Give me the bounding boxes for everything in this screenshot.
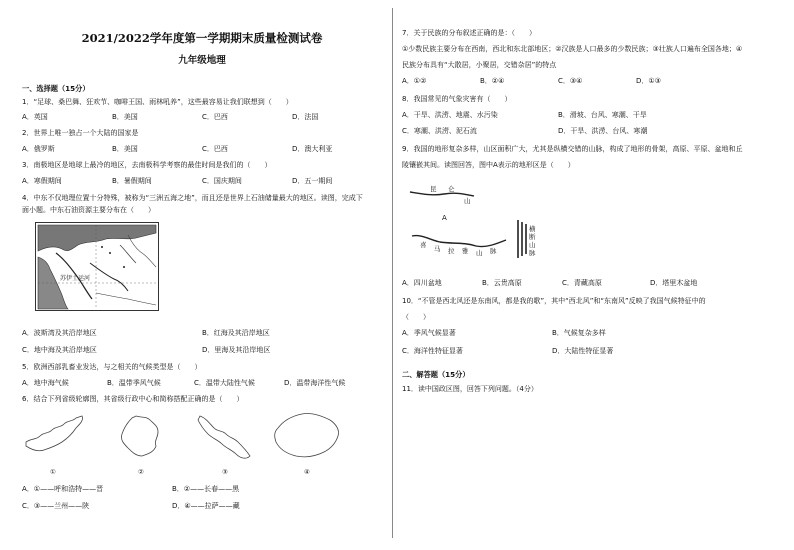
terrain-label-mai2: 脉	[529, 249, 536, 257]
terrain-label-a: A	[442, 214, 447, 222]
q10-option-a[interactable]: A．季风气候显著	[402, 329, 456, 337]
q4-option-a[interactable]: A．波斯湾及其沿岸地区	[22, 329, 97, 337]
q10-option-d[interactable]: D．大陆性特征显著	[552, 347, 614, 355]
terrain-label-lun: 仑	[448, 185, 455, 193]
q3-option-b[interactable]: B．暑假期间	[112, 177, 152, 185]
q9-option-c[interactable]: C．青藏高原	[562, 279, 602, 287]
middle-east-map-drawing	[36, 223, 158, 310]
q7-option-b[interactable]: B．②④	[480, 77, 505, 85]
q4-option-d[interactable]: D．里海及其沿岸地区	[202, 346, 271, 354]
column-divider	[392, 8, 393, 538]
q8-option-a[interactable]: A．干旱、洪涝、地震、水污染	[402, 111, 498, 119]
q4-option-b[interactable]: B．红海及其沿岸地区	[202, 329, 270, 337]
q4-option-c[interactable]: C．地中海及其沿岸地区	[22, 346, 97, 354]
terrain-label-mai1: 脉	[490, 247, 497, 255]
q8-option-d[interactable]: D．干旱、洪涝、台风、寒潮	[558, 127, 648, 135]
page-title: 2021/2022学年度第一学期期末质量检测试卷	[81, 31, 323, 45]
q9-stem-line1: 9．我国的地形复杂多样，山区面积广大，尤其是纵横交错的山脉，构成了地形的骨架，高原、平原、盆地和丘	[402, 145, 743, 153]
outline-label-3: ③	[222, 468, 228, 476]
q5-option-d[interactable]: D．温带海洋性气候	[284, 379, 346, 387]
outline-label-1: ①	[50, 468, 56, 476]
q5-option-a[interactable]: A．地中海气候	[22, 379, 69, 387]
q6-option-b[interactable]: B．②——长春——黑	[172, 485, 240, 493]
terrain-label-heng: 横	[529, 225, 536, 233]
q3-stem: 3．南极地区是地球上最冷的地区，去南极科学考察的最佳时间是我们的（ ）	[22, 161, 272, 169]
q2-option-d[interactable]: D．澳大利亚	[292, 145, 333, 153]
q3-option-c[interactable]: C．国庆期间	[202, 177, 242, 185]
province-outline-2	[118, 414, 162, 458]
q4-stem-line2: 面小题。中东石油资源主要分布在（ ）	[22, 206, 155, 214]
q5-stem: 5．欧洲西部乳畜业发达，与之相关的气候类型是（ ）	[22, 363, 202, 371]
terrain-label-shan3: 山	[529, 241, 536, 249]
map-label-suez: 苏伊士运河	[60, 275, 91, 282]
q4-stem-line1: 4．中东不仅地理位置十分特殊，被称为“三洲五海之地”，而且还是世界上石油储量最大的地区。读图，完成下	[22, 194, 363, 202]
q5-option-c[interactable]: C．温带大陆性气候	[194, 379, 255, 387]
terrain-sketch-map	[406, 176, 546, 268]
q10-option-b[interactable]: B．气候复杂多样	[552, 329, 606, 337]
q5-option-b[interactable]: B．温带季风气候	[107, 379, 161, 387]
q9-option-a[interactable]: A．四川盆地	[402, 279, 442, 287]
q3-option-a[interactable]: A．寒假期间	[22, 177, 62, 185]
q10-stem: 10．“不管是西北风还是东南风，都是我的歌”，其中“西北风”和“东南风”反映了我国气候特征中的	[402, 297, 706, 305]
section-answer-heading: 二、解答题（15分）	[402, 370, 470, 379]
terrain-label-la: 拉	[448, 247, 455, 255]
terrain-label-shan2: 山	[476, 249, 483, 257]
q8-stem: 8．我国常见的气象灾害有（ ）	[402, 95, 512, 103]
q2-option-c[interactable]: C．巴西	[202, 145, 228, 153]
q2-option-a[interactable]: A．俄罗斯	[22, 145, 55, 153]
q9-option-b[interactable]: B．云贵高原	[482, 279, 522, 287]
q10-answer-paren: （ ）	[402, 313, 430, 321]
q7-option-c[interactable]: C．③④	[558, 77, 583, 85]
terrain-label-ya: 雅	[462, 247, 469, 255]
province-outline-3	[196, 412, 252, 462]
q7-option-a[interactable]: A．①②	[402, 77, 427, 85]
q1-option-b[interactable]: B．美国	[112, 113, 138, 121]
q1-stem: 1．“足球、桑巴舞、狂欢节、咖啡王国、雨林吼养”，这些最容易让我们联想到（ ）	[22, 98, 293, 106]
q1-option-d[interactable]: D．法国	[292, 113, 319, 121]
q6-option-a[interactable]: A．①——呼和浩特——晋	[22, 485, 104, 493]
page-subtitle: 九年级地理	[178, 55, 226, 66]
q2-stem: 2．世界上唯一独占一个大陆的国家是	[22, 129, 139, 137]
middle-east-map	[35, 222, 159, 311]
q2-option-b[interactable]: B．美国	[112, 145, 138, 153]
outline-label-2: ②	[138, 468, 144, 476]
q9-stem-line2: 陵镶嵌其间。读图回答，图中A表示的地形区是（ ）	[402, 161, 575, 169]
q9-option-d[interactable]: D．塔里木盆地	[650, 279, 698, 287]
q8-option-b[interactable]: B．滑坡、台风、寒潮、干旱	[558, 111, 647, 119]
terrain-label-duan: 断	[529, 233, 536, 241]
q7-statements-line2: 民族分布具有“大散居，小聚居，交错杂居”的特点	[402, 61, 557, 69]
terrain-label-shan1: 山	[464, 197, 471, 205]
q7-stem: 7．关于民族的分布叙述正确的是：（ ）	[402, 29, 536, 37]
q10-option-c[interactable]: C．海洋性特征显著	[402, 347, 463, 355]
q6-stem: 6．结合下列省级轮廓图，其省级行政中心和简称搭配正确的是（ ）	[22, 395, 244, 403]
q6-option-d[interactable]: D．④——拉萨——藏	[172, 502, 240, 510]
section-choice-heading: 一、选择题（15分）	[22, 84, 90, 93]
province-outline-4	[272, 410, 342, 464]
q11-stem: 11．读中国政区图，回答下列问题。（4分）	[402, 385, 538, 393]
q3-option-d[interactable]: D．五一期间	[292, 177, 333, 185]
terrain-label-ma: 马	[434, 245, 441, 253]
q8-option-c[interactable]: C．寒潮、洪涝、泥石流	[402, 127, 477, 135]
outline-label-4: ④	[304, 468, 310, 476]
q7-statements-line1: ①少数民族主要分布在西南，西北和东北部地区；②汉族是人口最多的少数民族；③壮族人口遍布全国各地；④	[402, 45, 743, 53]
terrain-label-kun: 昆	[430, 185, 437, 193]
province-outline-1	[24, 412, 86, 462]
q6-option-c[interactable]: C．③——兰州——陕	[22, 502, 90, 510]
q1-option-c[interactable]: C．巴西	[202, 113, 228, 121]
terrain-label-xi: 喜	[420, 241, 427, 249]
q1-option-a[interactable]: A．英国	[22, 113, 48, 121]
q7-option-d[interactable]: D．①③	[636, 77, 661, 85]
